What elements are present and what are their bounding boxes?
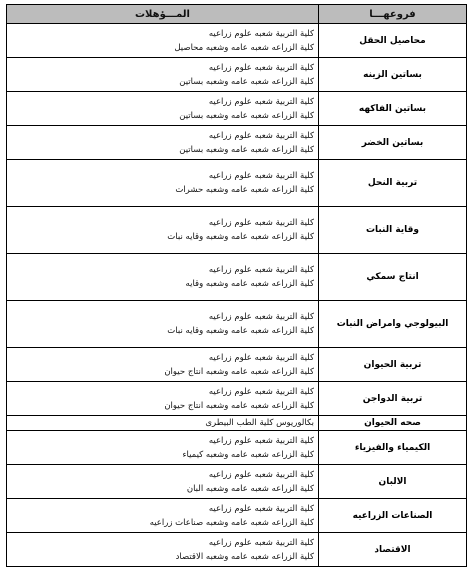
branch-cell: الالبان <box>319 465 467 499</box>
qualification-line: كلية الزراعه شعبه عامه وشعبه انتاج حيوان <box>164 400 314 411</box>
qualifications-cell <box>7 24 319 58</box>
qualification-line: كلية الزراعه شعبه عامه وشعبه كيمياء <box>182 449 314 460</box>
branch-cell: بساتين الخضر <box>319 126 467 160</box>
branch-cell: تربية النحل <box>319 160 467 207</box>
qualifications-cell <box>7 126 319 160</box>
qualification-line: كلية التربية شعبه علوم زراعيه <box>208 386 314 397</box>
qualification-line: كلية التربية شعبه علوم زراعيه <box>208 352 314 363</box>
qualifications-cell <box>7 533 319 567</box>
qualifications-cell <box>7 416 319 431</box>
table-row <box>7 58 467 92</box>
qualification-line: كلية التربية شعبه علوم زراعيه <box>208 171 314 181</box>
qualification-line: كلية الزراعه شعبه عامه وشعبه بساتين <box>179 110 314 121</box>
branch-cell: وقاية النبات <box>319 207 467 254</box>
qualifications-cell <box>7 207 319 254</box>
qualification-line: كلية الزراعه شعبه عامه وشعبه محاصيل <box>174 42 314 53</box>
qualification-line: كلية التربية شعبه علوم زراعيه <box>208 435 314 446</box>
qualification-line: كلية التربية شعبه علوم زراعيه <box>208 218 314 228</box>
table-row <box>7 533 467 567</box>
qualifications-cell <box>7 160 319 207</box>
table-row <box>7 207 467 254</box>
qualification-line: كلية التربية شعبه علوم زراعيه <box>208 503 314 514</box>
table-row <box>7 24 467 58</box>
branch-cell: تربية الدواجن <box>319 382 467 416</box>
qualification-line: كلية التربية شعبه علوم زراعيه <box>208 96 314 107</box>
qualifications-table <box>6 4 467 567</box>
branch-cell: الاقتصاد <box>319 533 467 567</box>
table-row <box>7 301 467 348</box>
branch-cell: الكيمياء والفيزياء <box>319 431 467 465</box>
qualification-line: كلية الزراعه شعبه عامه وشعبه بساتين <box>179 76 314 87</box>
qualification-line: كلية الزراعه شعبه عامه وشعبه وقايه نبات <box>167 326 314 336</box>
qualifications-cell <box>7 254 319 301</box>
qualification-line: كلية التربية شعبه علوم زراعيه <box>208 62 314 73</box>
qualifications-column-header: المـــؤهلات <box>7 5 319 24</box>
table-row <box>7 465 467 499</box>
branch-cell: محاصيل الحقل <box>319 24 467 58</box>
branch-cell: بساتين الفاكهه <box>319 92 467 126</box>
qualifications-cell <box>7 58 319 92</box>
table-header-row <box>7 5 467 24</box>
qualifications-cell <box>7 92 319 126</box>
qualification-line: كلية الزراعه شعبه عامه وشعبه الاقتصاد <box>175 551 314 562</box>
qualifications-cell <box>7 465 319 499</box>
branch-cell: الصناعات الزراعيه <box>319 499 467 533</box>
table-body <box>7 24 467 567</box>
qualifications-cell <box>7 382 319 416</box>
table-row <box>7 160 467 207</box>
qualification-line: كلية التربية شعبه علوم زراعيه <box>208 265 314 275</box>
qualification-line: كلية التربية شعبه علوم زراعيه <box>208 130 314 141</box>
qualification-line: كلية التربية شعبه علوم زراعيه <box>208 537 314 548</box>
qualification-line: كلية الزراعه شعبه عامه وشعبه البان <box>186 483 314 494</box>
branch-column-header: فروعهـــا <box>319 5 467 24</box>
qualifications-cell <box>7 301 319 348</box>
qualification-line: كلية الزراعه شعبه عامه وشعبه صناعات زراعيه <box>149 517 314 528</box>
qualification-line: بكالوريوس كلية الطب البيطرى <box>205 418 314 428</box>
qualifications-cell <box>7 348 319 382</box>
qualifications-cell <box>7 499 319 533</box>
branch-cell: بساتين الزينه <box>319 58 467 92</box>
branch-cell: صحه الحيوان <box>319 416 467 431</box>
qualification-line: كلية التربية شعبه علوم زراعيه <box>208 28 314 39</box>
branch-cell: البيولوجي وامراض النبات <box>319 301 467 348</box>
table-row <box>7 92 467 126</box>
qualification-line: كلية الزراعه شعبه عامه وشعبه بساتين <box>179 144 314 155</box>
qualifications-cell <box>7 431 319 465</box>
qualification-line: كلية التربية شعبه علوم زراعيه <box>208 469 314 480</box>
table-row <box>7 348 467 382</box>
qualification-line: كلية الزراعه شعبه عامه وشعبه وقايه <box>185 279 314 289</box>
table-row <box>7 382 467 416</box>
branch-cell: انتاج سمكي <box>319 254 467 301</box>
qualification-line: كلية الزراعه شعبه عامه وشعبه وقايه نبات <box>167 232 314 242</box>
table-row <box>7 254 467 301</box>
qualification-line: كلية الزراعه شعبه عامه وشعبه انتاج حيوان <box>164 366 314 377</box>
branch-cell: تربية الحيوان <box>319 348 467 382</box>
qualification-line: كلية الزراعه شعبه عامه وشعبه حشرات <box>175 185 314 195</box>
qualification-line: كلية التربية شعبه علوم زراعيه <box>208 312 314 322</box>
table-row <box>7 499 467 533</box>
table-row <box>7 431 467 465</box>
table-row <box>7 126 467 160</box>
table-row <box>7 416 467 431</box>
